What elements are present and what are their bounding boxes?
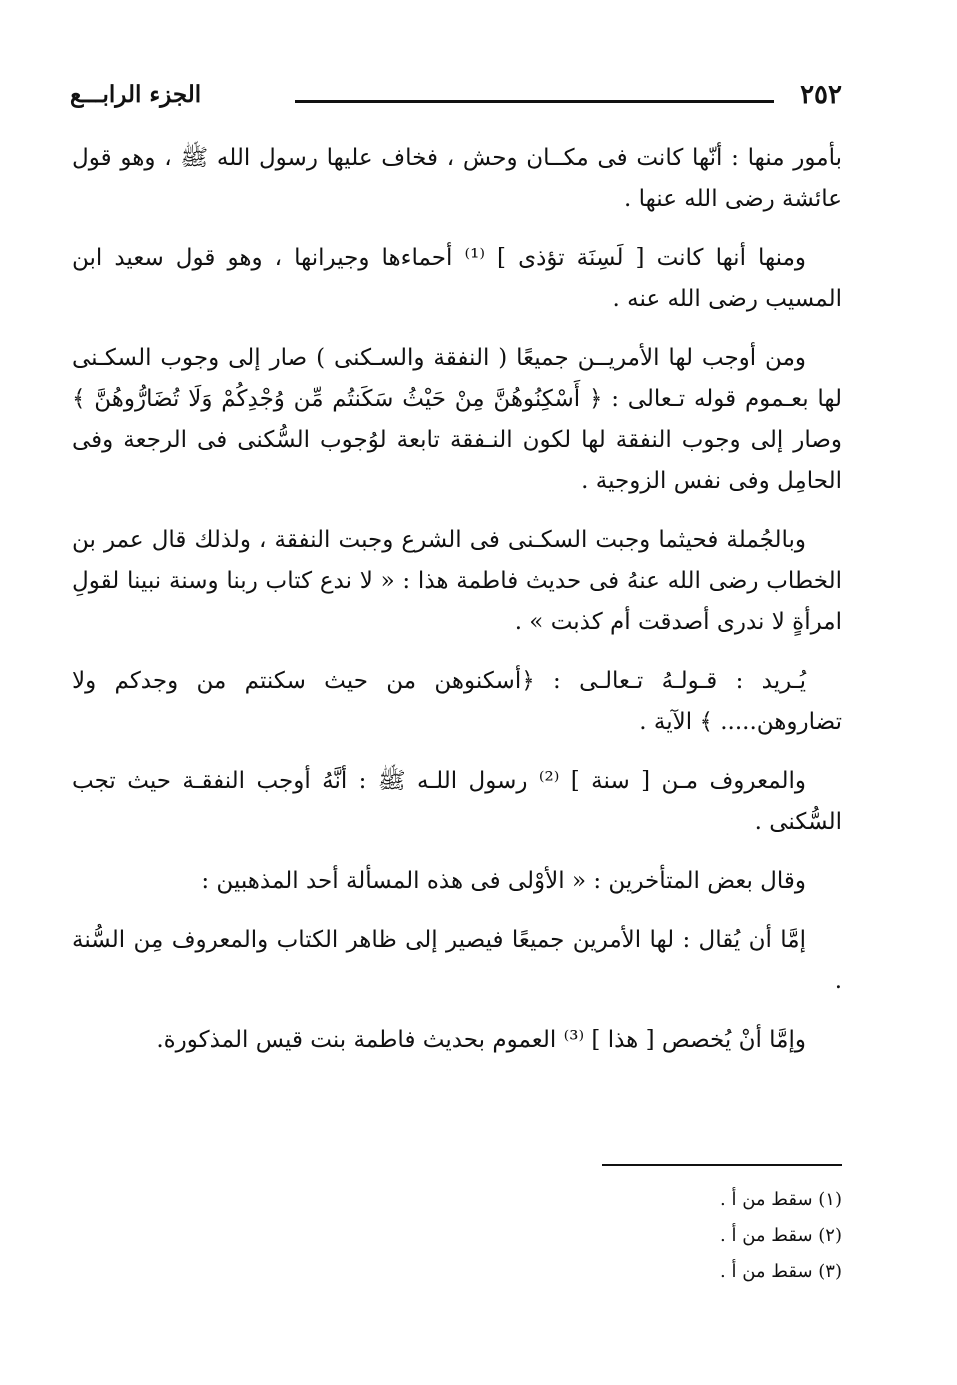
paragraph: وبالجُملة فحيثما وجبت السكـنى فى الشرع وجبت النفقة ، ولذلك قال عمر بن الخطاب رضى الله عنهُ فى حديث فاطمة هذا : « لا ندع كتاب ربنا وسنة نبينا لقولِ امرأةٍ لا ندرى أصدقت أم كذبت » . [72,527,842,635]
paragraph: يُـريد : قـولـهُ تـعالـى : ﴿أسكنوهن من حيث سكنتم من وجدكم ولا تضاروهن..... ﴾ الآية . [72,668,842,735]
footnote-rule [602,1164,842,1166]
paragraph: والمعروف مـن [ سنة ] ⁽²⁾ رسول اللـه ﷺ : أنَّهُ أوجب النفقـة حيث تجب السُّكنى . [72,768,842,835]
footnote: (٢) سقط من أ . [720,1225,842,1246]
paragraph: ومنها أنها كانت [ لَسِنَة تؤذى ] ⁽¹⁾ أحماءها وجيرانها ، وهو قول سعيد ابن المسيب رضى الله عنه . [72,245,842,312]
footnote: (١) سقط من أ . [720,1189,842,1210]
paragraph: ومن أوجب لها الأمريــن جميعًا ( النفقة والسـكنى ) صار إلى وجوب السكـنى لها بعـموم قوله تـعالى : ﴿ أَسْكِنُوهُنَّ مِنْ حَيْثُ سَكَنتُم مِّن وُجْدِكُمْ وَلَا تُضَارُّوهُنَّ ﴾ وصار إلى وجوب النفقة لها لكون النـفقة تابعة لوُجوب السُّكنى فى الرجعة وفى الحامِل وفى نفس الزوجية . [72,345,842,494]
paragraph: وإمَّا أنْ يُخصص [ هذا ] ⁽³⁾ العموم بحديث فاطمة بنت قيس المذكورة. [156,1027,806,1053]
paragraph: إمَّا أن يُقال : لها الأمرين جميعًا فيصير إلى ظاهر الكتاب والمعروف مِن السُّنة . [72,927,842,994]
paragraph: بأمور منها : أنّها كانت فى مكــان وحش ، فخاف عليها رسول الله ﷺ ، وهو قول عائشة رضى الله عنها . [72,145,842,212]
page-header [70,78,842,118]
footnote: (٣) سقط من أ . [720,1261,842,1282]
paragraph: وقال بعض المتأخرين : « الأوْلى فى هذه المسألة أحد المذهبين : [201,868,806,894]
page-number: ٢٥٢ [800,80,842,110]
body-text [72,138,842,1079]
footnotes [342,1182,842,1290]
header-rule [295,100,774,103]
running-title: الجزء الرابـــع [70,81,202,108]
